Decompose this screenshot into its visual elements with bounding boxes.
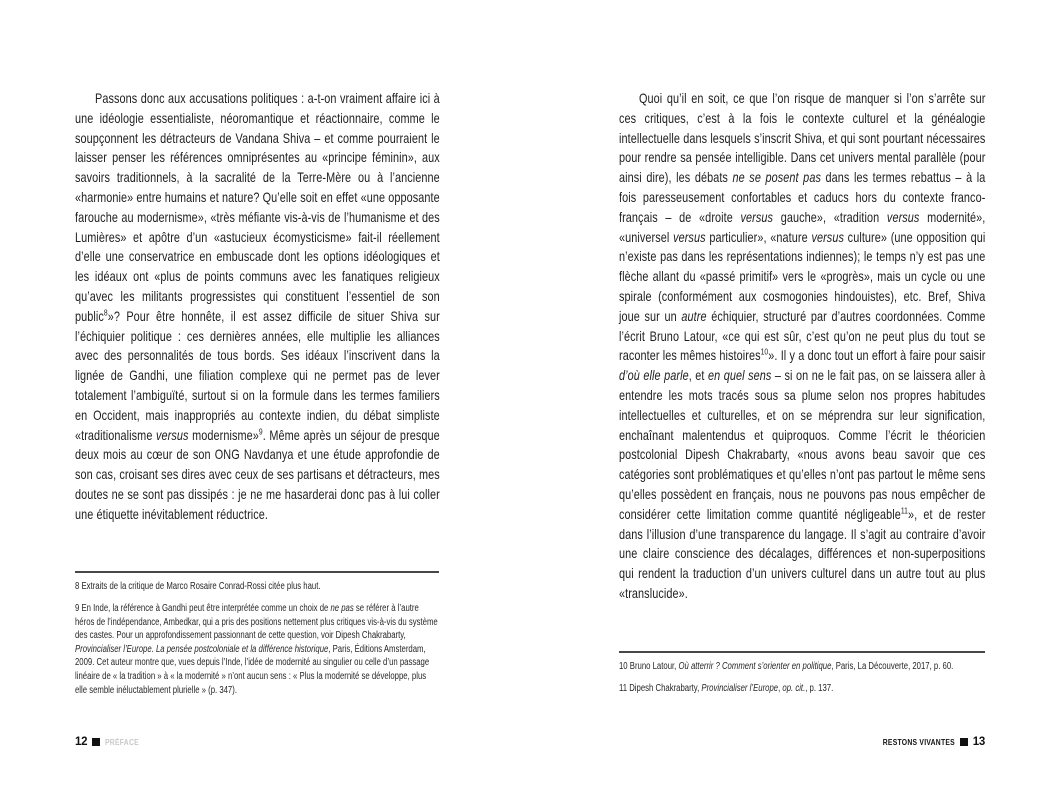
right-page-body (619, 89, 985, 604)
footnote: 8 Extraits de la critique de Marco Rosaire Conrad-Rossi citée plus haut. (75, 581, 321, 592)
right-page-footnotes (619, 660, 985, 704)
page-number: 13 (972, 736, 985, 748)
footnote-separator (619, 651, 985, 653)
body-paragraph: Quoi qu’il en soit, ce que l’on risque de manquer si l’on s’arrête sur ces critiques, c’est à la fois le contexte culturel et la généalogie intellectuelle dans lesquels s’inscrit Shiva, et qui sont pourtant nécessaires pour rendre sa pensée intelligible. Dans cet univers mental parallèle (pour ainsi dire), les débats ne se posent pas dans les termes rebattus – à la fois paresseusement confortables et caducs hors du contexte franco-français – de «droite versus gauche», «tradition versus modernité», «universel versus particulier», «nature versus culture» (une opposition qui n’existe pas dans les représentations indiennes); le temps n’y est pas une flèche allant du «passé primitif» vers le «progrès», mais un cycle ou une spirale (conformément aux cosmogonies hindouistes), etc. Bref, Shiva joue sur un autre échiquier, structuré par d’autres coordonnées. Comme l’écrit Bruno Latour, «ce qui est sûr, c’est qu’on ne peut plus du tout se raconter les mêmes histoires$^{10}$». Il y a donc tout un effort à faire pour saisir d’où elle parle, et en quel sens – si on ne le fait pas, on se laissera aller à entendre les mots tracés sous sa plume selon nos propres habitudes intellectuelles et culturelles, et on se méprendra sur leur signification, enchaînant malentendus et quiproquos. Comme l’écrit le théoricien postcolonial Dipesh Chakrabarty, «nous avons beau savoir que ces catégories sont problématiques et qu’elles n’ont pas partout le même sens qu’elles possèdent en français, nous ne pouvons pas nous empêcher de considérer cette limitation comme quantité négligeable$^{11}$», et de rester dans l’illusion d’une transparence du langage. Il s’agit au contraire d’avoir une claire conscience des décalages, différences et non-superpositions qui rendent la traduction d’un univers culturel dans un autre tout au plus «translucide». (619, 91, 986, 601)
left-page-footer (75, 736, 145, 748)
book-title-label: RESTONS VIVANTES (882, 737, 955, 747)
left-page-footnotes (75, 580, 440, 706)
footnote: 9 En Inde, la référence à Gandhi peut être interprétée comme un choix de ne pas se référer à l’autre héros de l’indépendance, Ambedkar, qui a pris des positions nettement plus critiques vis-à-vis du système des castes. Pour un approfondissement passionnant de cette question, voir Dipesh Chakrabarty, Provincialiser l’Europe. La pensée postcoloniale et la différence historique, Paris, Éditions Amsterdam, 2009. Cet auteur montre que, vues depuis l’Inde, l’idée de modernité au singulier ou celle d’un passage linéaire de « la tradition » à « la modernité » n’ont aucun sens : « Plus la modernité se développe, plus elle semble inéluctablement plurielle » (p. 347). (75, 603, 438, 696)
footnote: 11 Dipesh Chakrabarty, Provincialiser l’Europe, op. cit., p. 137. (619, 683, 834, 695)
section-label: PRÉFACE (105, 737, 140, 747)
right-page-footer (870, 736, 985, 748)
body-paragraph: Passons donc aux accusations politiques : a-t-on vraiment affaire ici à une idéologie essentialiste, néoromantique et réactionnaire, comme le soupçonnent les détracteurs de Vandana Shiva – et comme pourraient le laisser penser les références omniprésentes au «principe féminin», aux savoirs traditionnels, à la sacralité de la Terre-Mère ou à l’ancienne «harmonie» entre humains et nature? Qu’elle soit en effet «une opposante farouche au modernisme», «très méfiante vis-à-vis de l’humanisme et des Lumières» et apôtre d’un «astucieux écomysticisme» fait-il réellement d’elle une conservatrice en embuscade dont les options idéologiques et les idéaux ont «plus de points communs avec les fanatiques religieux qu’avec les militants progressistes qui constituent l’essentiel de son public$^8$»? Pour être honnête, il est assez difficile de situer Shiva sur l’échiquier politique : ces dernières années, elle multiplie les alliances avec des personnalités de tous bords. Ses idéaux l’inscrivent dans la lignée de Gandhi, une filiation complexe qui ne permet pas de lever totalement l’ambiguïté, surtout si on la formule dans les termes familiers en Occident, mais inappropriés au contexte indien, du débat simpliste «traditionalisme versus modernisme»$^9$. Même après un séjour de presque deux mois au cœur de son ONG Navdanya et une étude approfondie de son cas, croisant ses dires avec ceux de ses partisans et détracteurs, mes doutes ne se sont pas dissipés : je ne me hasarderai donc pas à lui coller une étiquette inévitablement réductrice. (75, 91, 440, 522)
left-page-body (75, 89, 440, 525)
square-marker-icon (960, 738, 968, 746)
page-number: 12 (75, 736, 88, 748)
footnote: 10 Bruno Latour, Où atterrir ? Comment s’orienter en politique, Paris, La Découverte, 2017, p. 60. (619, 661, 954, 672)
footnote-separator (75, 571, 439, 573)
square-marker-icon (92, 738, 100, 746)
